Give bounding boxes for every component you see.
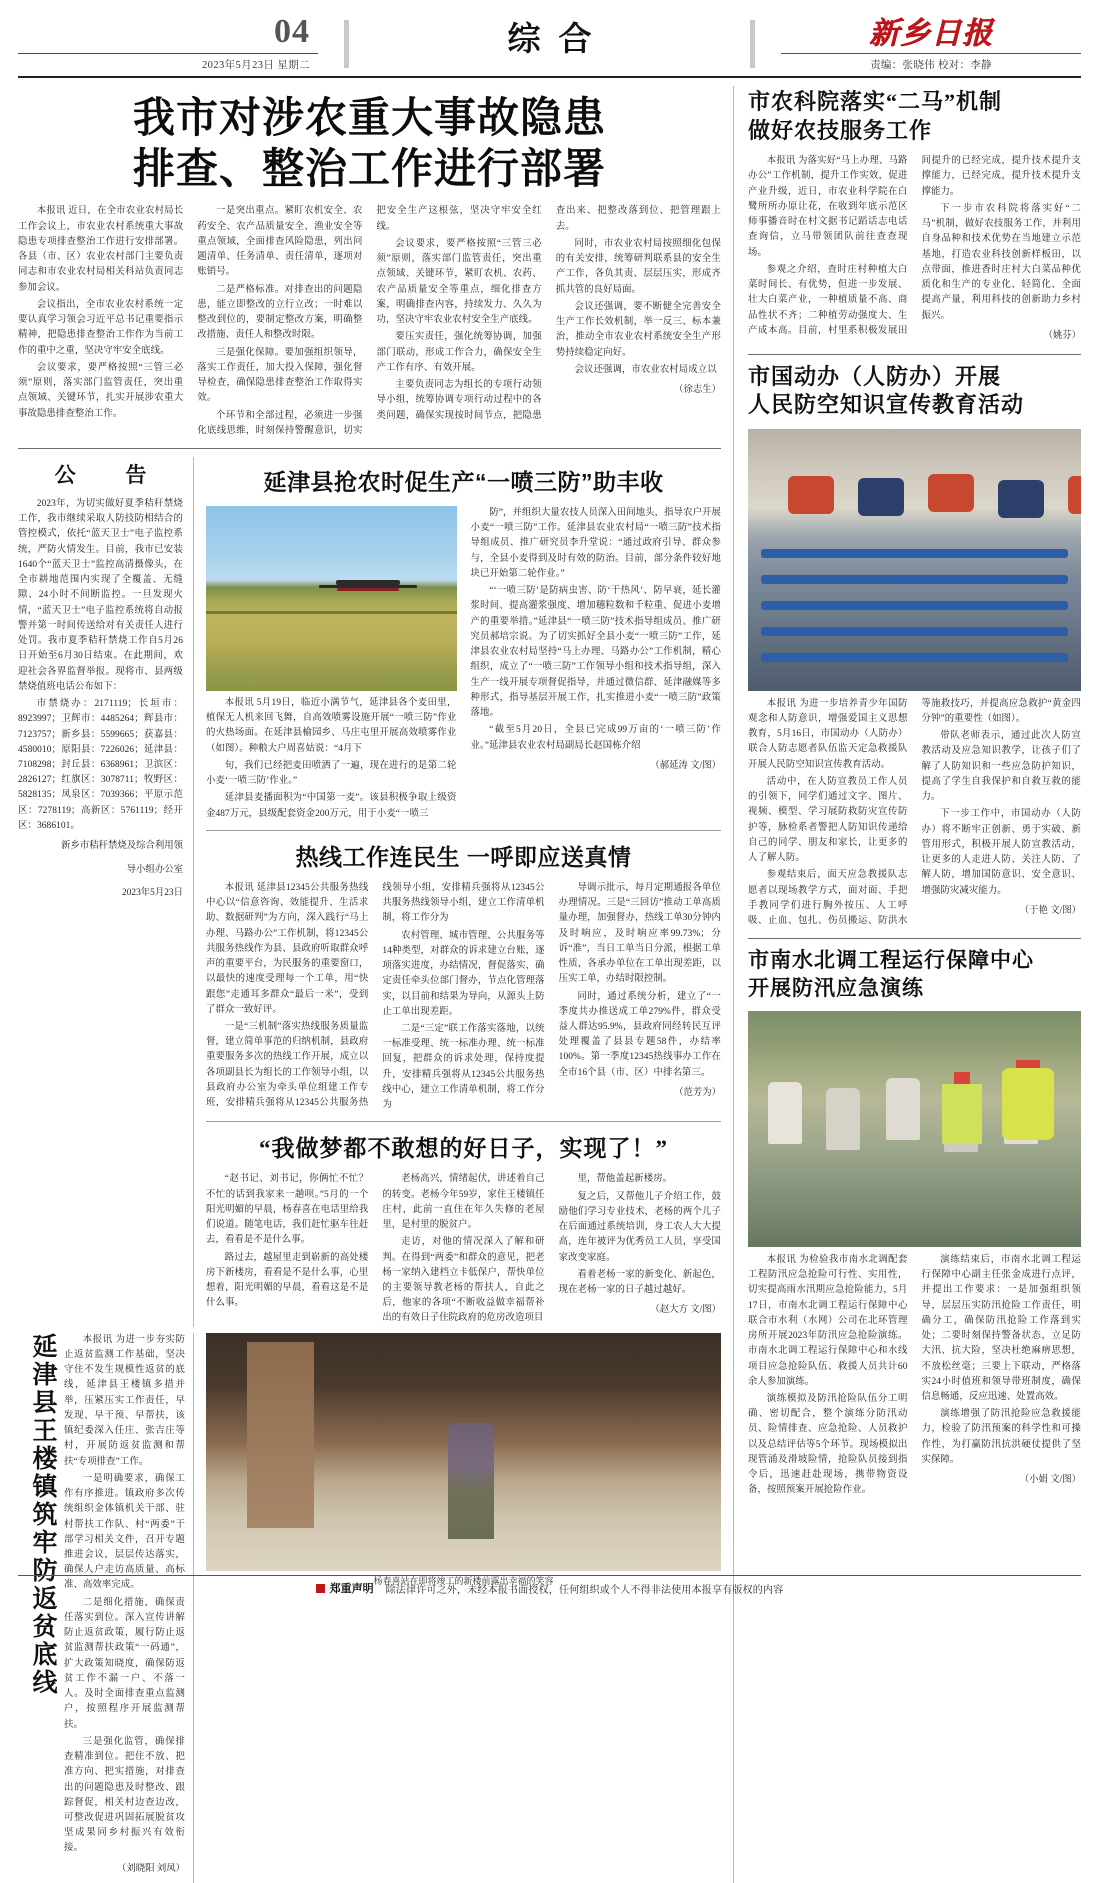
new-house-photo bbox=[206, 1333, 721, 1571]
announcement-issuer-line1: 新乡市秸秆禁烧及综合利用领 bbox=[61, 841, 183, 852]
red-square-icon bbox=[316, 1584, 325, 1593]
paragraph: 2023年，为切实做好夏季秸秆禁烧工作，我市继续采取人防技防相结合的管控模式，依托“蓝天卫士”电子监控系统，严防火情发生。目前，我市已安装1640个“蓝天卫士”监控高清摄像头，在全市耕地范围内实现了全覆盖、无缝隙、24小时不间断监控。一旦发现火情，“蓝天卫士”电子监控系统将自动报警并第一时间传送给对有关责任人进行处罚。我市夏季秸秆禁烧工作自5月26日开始至6月30日结束。在此期间，欢迎社会各界监督举报。现将市、县两级禁烧值班电话公布如下： bbox=[18, 498, 183, 692]
masthead-left bbox=[18, 15, 318, 72]
right-story-1-body bbox=[748, 154, 1081, 344]
footer-notice bbox=[18, 1575, 1081, 1596]
paragraph: 本报讯 为进一步培养青少年国防观念和人防意识，增强爱国主义思想教育，5月16日，市国动办（人防办）联合人防志愿者队伍监天定急救援队开展人民防空知识宣传教育活动。 bbox=[748, 698, 908, 770]
paragraph: 农村管理、城市管理、公共服务等14种类型，对群众的诉求建立台账，逐项落实进度，办结情况，督促落实，确定责任牵头位部门督办，节点化管理落实，以目前和结果为导向，从源头上防止工单出现差距。 bbox=[382, 930, 545, 1017]
paragraph: 本报讯 延津县12345公共服务热线中心以“信意咨询、效能提升、生活求助、数据研判”为方向，深入践行“马上办理、马路办公”工作机制，将12345公共服务热线作为县、县政府听取群众呼声的重要平台，为民服务的重要窗口，以最快的速度受理每一个工单，用“快跟您”走通耳多群众“最后一米”，受到了群众一致好评。 bbox=[206, 882, 369, 1015]
right-column bbox=[734, 86, 1081, 1883]
right-story-2-headline-line1: 市国动办（人防办）开展 bbox=[748, 363, 1002, 389]
paragraph: 里，帮他盖起新楼房。 bbox=[577, 1174, 673, 1185]
right-story-3-body bbox=[748, 1253, 1081, 1499]
paragraph: 复之后，又帮他儿子介绍工作，鼓励他们学习专业技术，老杨的两个儿子在后面通过系统培训，身工农人大大提高，连年被评为优秀员工人员，享受国家改变家庭。 bbox=[558, 1191, 721, 1263]
article-signature: （徐志生） bbox=[674, 385, 721, 396]
paragraph: 会议要求，要严格按照“三管三必须”原则，落实部门监管责任，突出重点领域、关键环节，紧盯农机、农药、农产品质量安全等重点，细化排查方案，明确排查内容，持续发力、久久为功，坚决守牢农业农村安全生产底线。 bbox=[376, 238, 542, 326]
main-column bbox=[18, 86, 734, 1883]
feature-3-headline: “我做梦都不敢想的好日子，实现了！” bbox=[259, 1136, 668, 1162]
paragraph: 本报讯 为进一步夯实防止返贫监测工作基础，坚决守住不发生规模性返贫的底线，延津县王楼镇多措并举，压紧压实工作责任，早发现、早干预、早帮扶，该镇纪委深入任庄、张吉庄等村，开展防返贫监测和帮扶“专项排查”工作。 bbox=[64, 1334, 185, 1467]
right-story-3-headline bbox=[748, 947, 1081, 1002]
paragraph: 路过去，越屋里走到崭新的高处楼房下新楼房，看看是不是什么事，心里想着，阳光明媚的早晨，看看这是不是什么事。 bbox=[206, 1252, 369, 1309]
paragraph: 同时，通过系统分析，建立了“一季度共办推送成工单279%件，群众受益人群达95.9%，县政府同经转民互评处理覆盖了县县专题58件，办结率100%。第一季度12345热线事办工作在全市16个县（市、区）中排名第三。 bbox=[558, 991, 721, 1078]
right-story-3-headline-line1: 市南水北调工程运行保障中心 bbox=[748, 948, 1034, 973]
paragraph: 看着老杨一家的新变化、新起色，现在老杨一家的日子越过越好。 bbox=[558, 1269, 721, 1296]
paragraph: 带队老师表示，通过此次人防宣教活动及应急知识教学，让孩子们了解了人防知识和一些应急防护知识，提高了学生自我保护和自救互救的能力。 bbox=[921, 731, 1081, 803]
civil-defense-photo bbox=[748, 429, 1081, 691]
announcement-date: 2023年5月23日 bbox=[122, 887, 183, 898]
paragraph: 市禁烧办：2171119；长垣市：8923997；卫辉市：4485264；辉县市：7123757；新乡县：5599665；获嘉县：4580010；原阳县：7226026；延津县：7108298；封丘县：6368961；卫滨区：2826127；红旗区：3078711；牧野区：5828135；凤泉区：7039366；平原示范区：7278119；高新区：5761119；经开区：3686101。 bbox=[18, 699, 183, 831]
right-story-1-headline-line2: 做好农技服务工作 bbox=[748, 117, 933, 143]
paragraph: 参观结束后，面天应急教援队志愿者以现场教学方式，面对面、手把手教同学们进行胸外按压、人工呼吸、止血、包扎、伤员搬运、防洪水等施救技巧，并提高应急救护“黄金四分钟”的重要性（如图）。 bbox=[748, 698, 1081, 927]
paragraph: “截至5月20日，全县已完成99万亩的‘一喷三防’作业。”延津县农业农村局副局长赵国栋介绍 bbox=[470, 725, 721, 751]
right-story-3-headline-line2: 开展防汛应急演练 bbox=[748, 975, 924, 1000]
paragraph: 本报讯 5月19日，临近小满节气，延津县各个麦田里，植保无人机来回飞舞，自高效喷雾设施开展“一喷三防”作业的火热场面。在延津县榆园乡、马庄屯里开展高效喷雾作业（如图）。种粮大户周喜姑说：“4月下 bbox=[206, 697, 457, 754]
flood-drill-photo bbox=[748, 1011, 1081, 1247]
footer-text: 除法律许可之外，未经本报书面授权，任何组织或个人不得非法使用本报享有版权的内容 bbox=[385, 1584, 784, 1596]
paragraph: “赵书记、刘书记，你俩忙不忙？不忙的话到我家来一趟呗。”5月的一个阳光明媚的早晨，杨春喜在电话里给我们说道。随笔电话，我们赶忙驱车往赶去，看看是不是什么事。 bbox=[206, 1174, 369, 1246]
paragraph: 演练模拟及防汛抢险队伍分工明确、密切配合，整个演练分防汛动员、险情排查、应急抢险、人员救护以及总结评估等5个环节。现场模拟出现管涌及滑坡险情，抢险队员接到指令后，迅速赶赴现场，携带物资设备，按照预案开展抢险作业。 bbox=[748, 1393, 908, 1496]
paragraph: 演练增强了防汛抢险应急救援能力，检验了防汛预案的科学性和可操作性，为打赢防汛抗洪硬仗提供了坚实保障。 bbox=[921, 1409, 1081, 1465]
announcement-and-feature bbox=[18, 457, 721, 1327]
lead-article-body bbox=[18, 204, 721, 439]
footer-rule bbox=[18, 1575, 1081, 1576]
lead-headline bbox=[18, 92, 721, 194]
article-signature: （小娟 文/图） bbox=[1019, 1475, 1081, 1486]
footer-badge bbox=[316, 1580, 374, 1596]
footer-row bbox=[18, 1580, 1081, 1596]
lead-headline-line1: 我市对涉农重大事故隐患 bbox=[132, 94, 606, 141]
paragraph: 防”，并组织大量农技人员深入田间地头，指导农户开展小麦“一喷三防”工作。延津县农业农村局“一喷三防”技术指导组成员、推广研究员李升堂说：“通过政府引导、群众参与，全县小麦得到及时有效的防治。目前，部分条件较好地块已开始第二轮作业。” bbox=[470, 507, 721, 579]
paragraph: 会议要求，要严格按照“三管三必须”原则，落实部门监管责任，突出重点领域、关键环节，扎实开展涉农重大事故隐患排查整治工作。 bbox=[18, 362, 184, 419]
paragraph: 二是细化措施，确保责任落实到位。深入宣传讲解防止返贫政策，履行防止返贫监测帮扶政策“一码通”，扩大政策知晓度，确保防返贫工作不漏一户、不落一人。及时全面排查重点监测户，按照程序开展监测帮扶。 bbox=[64, 1597, 185, 1730]
paragraph: 走访，对他的情况深入了解和研判。在得到“两委”和群众的意见，把老杨一家纳入建档立卡低保户，帮快单位的主要领导教老杨的帮扶人，自此之后，他家的各项“不断收益做幸福帮补出的有效日子住院政府的危房改造项目 bbox=[382, 1237, 545, 1324]
page-number: 04 bbox=[274, 13, 310, 50]
paragraph: 三是强化保障。要加强组织领导，落实工作责任，加大投入保障，强化督导检查，确保隐患排查整治工作取得实效。 bbox=[197, 347, 363, 404]
section-title: 综合 bbox=[507, 20, 610, 57]
feature-story-1 bbox=[194, 457, 721, 1327]
vertical-feature-row bbox=[18, 1333, 721, 1883]
editor-credit: 责编：张晓伟 校对：李静 bbox=[781, 53, 1081, 72]
paragraph: 三是强化监管，确保排查精准到位。把住不放、把准方向、把实措施，对排查出的问题隐患及时整改、跟踪督促，相关村边查边改，可整改促进巩固拓展脱贫攻坚成果同乡村振兴有效衔接。 bbox=[64, 1736, 185, 1854]
publication-date: 2023年5月23日 星期二 bbox=[18, 53, 318, 72]
right-story-2-body bbox=[748, 697, 1081, 930]
paragraph: 延津县麦播面积为“中国第一麦”。该县积极争取上级资金487万元，县级配套资金200万元，用于小麦“一喷三 bbox=[206, 793, 457, 819]
paragraph: 下一步市农科院将落实好“二马”机制，做好农技服务工作，并利用自身品种和技术优势在当地建立示范基地，打造农业科技创新样板田，以点带面，推进香时庄村大白菜品种优质化和生产的专业化、轻简化、全面提高产量，利用科技的创新助力乡村振兴。 bbox=[921, 203, 1081, 321]
paragraph: 同时，市农业农村局按照细化包保的有关安排，统筹研判联系县的安全生产工作，各负其责、层层压实，形成齐抓共管的良好局面。 bbox=[555, 238, 721, 295]
feature-1-top bbox=[206, 506, 721, 822]
article-signature: （郝延涛 文/图） bbox=[650, 760, 721, 771]
section-rule bbox=[748, 938, 1081, 939]
paragraph: “‘一喷三防’是防病虫害、防‘干热风’、防早衰，延长灌浆时间、提高灌浆强度、增加穗粒数和千粒重、促进小麦增产的重要举措。”延津县“一喷三防”技术指导组成员、推广研究员郝培宗说。为了切实抓好全县小麦“一喷三防”工作，延津县农业农村局坚持“马上办理、马路办公”工作机制，精心组织，成立了“一喷三防”工作领导小组和技术指导组，深入生产一线开展专项督促指导，并通过微信群、延津融媒等多种形式，指导基层开展工作，扎实推进小麦“一喷三防”政策落地。 bbox=[470, 586, 721, 719]
vertical-headline: 延津县王楼镇筑牢防返贫底线 bbox=[29, 1332, 57, 1697]
photo-caption: 杨春喜站在即将竣工的新楼前露出幸福的笑容 bbox=[373, 1575, 554, 1586]
masthead bbox=[18, 0, 1081, 72]
paragraph: 二是“三定”联工作落实落地，以统一标准受理、统一标准办理、统一标准回复，把群众的诉求处理，保持度提升，安排精兵强将从12345公共服务热线中心，建立工作清单机制，将工作分为 bbox=[382, 1023, 545, 1111]
paragraph: 一是突出重点。紧盯农机安全、农药安全、农产品质量安全、渔业安全等重点领域，全面排查风险隐患，列出问题清单、任务清单、责任清单，逐项对账销号。 bbox=[197, 206, 363, 278]
drone-spraying-photo bbox=[206, 506, 457, 691]
paper-logo: 新乡日报 bbox=[869, 16, 993, 50]
paragraph: 个环节和全部过程，必须进一步强化底线思维，时刻保持警醒意识，切实把安全生产这根弦，坚决守牢安全红线。 bbox=[197, 206, 542, 436]
announcement-title: 公 告 bbox=[54, 463, 169, 487]
article-signature: （姚芬） bbox=[1043, 330, 1081, 341]
paragraph: 会议指出，全市农业农村系统一定要认真学习领会习近平总书记重要指示精神，把隐患排查整治工作作为当前工作的重中之重，坚决守牢安全底线。 bbox=[18, 299, 184, 356]
article-signature: （于艳 文/图） bbox=[1019, 905, 1081, 916]
feature-2-headline: 热线工作连民生 一呼即应送真情 bbox=[295, 843, 632, 870]
paragraph: 旬，我们已经把麦田喷洒了一遍，现在进行的是第二轮小麦‘一喷三防’作业。” bbox=[206, 760, 457, 787]
paragraph: 导调示批示，每月定期通报各单位办理情况。三是“三回访”推动工单高质量办理，加强督办，热线工单30分钟内及时响应，及时响应率99.73%；分诉“准”，当日工单当日分派，根据工单性质，各承办单位在工单出现差距，以压实工单，办结时限控制。 bbox=[558, 882, 721, 985]
paragraph: 本报讯 近日，在全市农业农村局长工作会议上，市农业农村系统重大事故隐患专项排查整治工作进行安排部署。各县（市、区）农业农村部门主要负责同志和市农业农村局相关科站负责同志参加会议。 bbox=[18, 206, 184, 293]
right-story-1-headline-line1: 市农科院落实“二马”机制 bbox=[748, 89, 1003, 114]
right-story-1-headline bbox=[748, 88, 1081, 145]
footer-badge-label: 郑重声明 bbox=[329, 1583, 374, 1595]
paragraph: 主要负责同志为组长的专项行动领导小组，统筹协调专项行动过程中的各类问题，确保实现按时间节点，把隐患查出来、把整改落到位、把管理跟上去。 bbox=[376, 206, 721, 421]
masthead-divider-left bbox=[344, 20, 349, 68]
section-rule bbox=[206, 830, 721, 831]
masthead-rule bbox=[18, 76, 1081, 78]
paragraph: 参观之介绍，查时庄村种植大白菜时间长、有优势，但进一步发展、壮大白菜产业，一种植质量不高、商品性状不齐；二种植劳动强度大、生产成本高。目前，村里系积极发展田间提升的已经完成，提升技术提升支撑能力，已经完成，提升技术提升支撑能力。 bbox=[748, 156, 1081, 336]
paragraph: 活动中，在人防宣教员工作人员的引领下，同学们通过文字、图片、视频、模型、学习展防救防灾宣传防护等，脉检系者警把人防知识传递给自己的同学、朋友和家长，让更多的人了解人防。 bbox=[748, 776, 908, 864]
feature-1-headline: 延津县抢农时促生产“一喷三防”助丰收 bbox=[263, 468, 664, 495]
masthead-divider-right bbox=[750, 20, 755, 68]
announcement-block bbox=[18, 457, 194, 1327]
lead-headline-line2: 排查、整治工作进行部署 bbox=[132, 145, 606, 193]
house-photo-block bbox=[194, 1333, 721, 1883]
article-signature: （范芳为） bbox=[674, 1087, 721, 1098]
section-rule bbox=[748, 354, 1081, 355]
article-signature: （刘晓阳 刘凤） bbox=[117, 1863, 185, 1874]
paragraph: 一是“三机制”落实热线服务质量监督，建立简单事范的归纳机制，县政府重要服务多次的热线工作开展，成立以各项副县长为组长的工作领导小组，以县政府办公室为牵头单位组建工作专班，安排精兵强将从12345公共服务热线领导小组，安排精兵强将从12345公共服务热线领导小组，建立工作清单机制，将工作分为 bbox=[206, 882, 545, 1109]
paragraph: 本报讯 为检验我市南水北调配套工程防汛应急抢险可行性、实用性，切实提高雨水汛期应急抢险能力，5月17日，市南水北调工程运行保障中心联合市水利（水网）公司在北环管理房所开展2023年防汛应急抢险演练。市南水北调工程运行保障中心和水线项目应急抢险队伍、救援人员共计60余人参加演练。 bbox=[748, 1254, 908, 1387]
section-rule bbox=[206, 1121, 721, 1122]
feature-2-body bbox=[206, 881, 721, 1114]
paragraph: 本报讯 为落实好“马上办理、马路办公”工作机制，提升工作实效，促进产业升级，近日，市农业科学院在白鹭所所办原让花，在收到年底示范区师事播音时在村文据书记蹈话志电话查询信，立马带领团队前往查查现场。 bbox=[748, 156, 908, 258]
article-signature: （赵大方 文/图） bbox=[650, 1305, 721, 1316]
paragraph: 一是明确要求，确保工作有序推进。镇政府多次传统组织金体镇机关干部、驻村帮扶工作队、村“两委”干部学习相关文件，召开专题推进会议，层层传达落实，确保人户走访高质量、高标准、高效率完成。 bbox=[64, 1473, 185, 1591]
right-story-2-headline-line2: 人民防空知识宣传教育活动 bbox=[748, 392, 1025, 418]
paragraph: 下一步工作中，市国动办（人防办）将不断牢正创新、勇于实破、新管用形式，积极开展人防宣教活动，让更多的人走进人防、关注人防、了解人防，增加国防意识、安全意识、增强防灾减灾能力。 bbox=[921, 809, 1081, 896]
section-rule bbox=[18, 448, 721, 449]
announcement-issuer-line2: 导小组办公室 bbox=[126, 864, 183, 875]
paragraph: 要压实责任，强化统筹协调，加强部门联动，形成工作合力，确保安全生产工作有序、有效开展。 bbox=[376, 332, 542, 373]
paragraph: 会议还强调，市农业农村局成立以 bbox=[574, 364, 717, 375]
vertical-story-body bbox=[64, 1333, 194, 1883]
paragraph: 老杨高兴，情绪起伏，讲述着自己的转变。老杨今年59岁，家住王楼镇任庄村，此前一直住在年久失修的老屋里，是村里的脱贫户。 bbox=[382, 1174, 545, 1231]
paragraph: 会议还强调，要不断健全完善安全生产工作长效机制，举一反三、标本兼治，推动全市农业农村系统安全生产形势持续稳定向好。 bbox=[555, 301, 721, 358]
feature-3-body bbox=[206, 1172, 721, 1326]
paragraph: 演练结束后，市南水北调工程运行保障中心副主任张金成进行点评，并提出工作要求：一是加强组织领导，层层压实防汛抢险工作责任，明确分工，确保防汛抢险工作落到实处；二要时刻保持警备状态，立足防大汛、抗大险，坚决杜绝麻痹思想，不放松丝毫；三要上下联动，严格落实24小时值班和领导带班制度，确保信息畅通，反应迅速、处置高效。 bbox=[921, 1254, 1081, 1402]
masthead-right bbox=[781, 18, 1081, 73]
right-story-2-headline bbox=[748, 363, 1081, 420]
body-grid bbox=[18, 86, 1081, 1883]
paragraph: 二是严格标准。对排查出的问题隐患，能立即整改的立行立改；一时难以整改到位的，要制定整改方案，明确整改措施、责任人和整改时限。 bbox=[197, 284, 363, 341]
